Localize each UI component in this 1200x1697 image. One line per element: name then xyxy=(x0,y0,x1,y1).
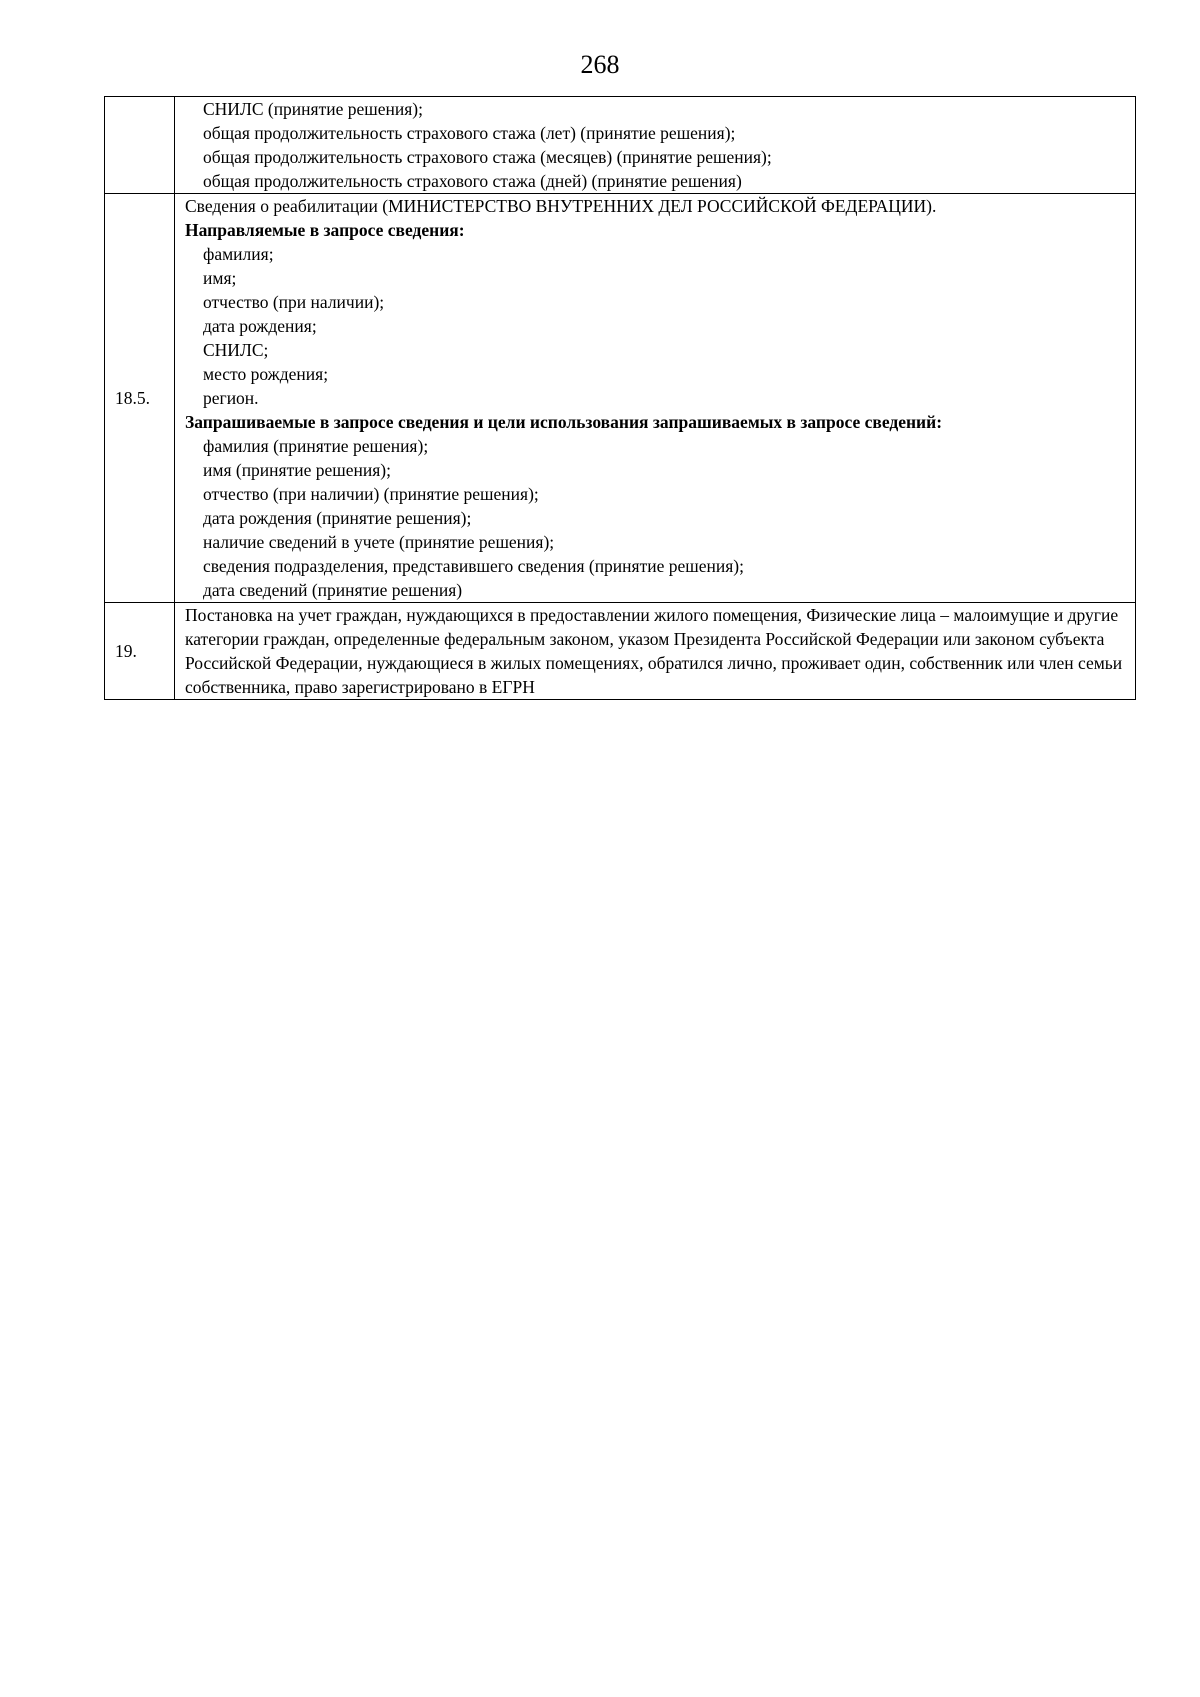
section-heading-requested: Запрашиваемые в запросе сведения и цели использования запрашиваемых в запросе сведений: xyxy=(185,412,943,432)
data-table xyxy=(104,96,1136,700)
row-title: Сведения о реабилитации (МИНИСТЕРСТВО ВНУТРЕННИХ ДЕЛ РОССИЙСКОЙ ФЕДЕРАЦИИ). xyxy=(185,196,937,216)
list-item: имя (принятие решения); xyxy=(203,460,391,480)
list-item: отчество (при наличии); xyxy=(203,292,385,312)
list-item: СНИЛС; xyxy=(203,340,269,360)
list-item: регион. xyxy=(203,388,259,408)
list-item: общая продолжительность страхового стажа (лет) (принятие решения); xyxy=(203,123,736,143)
list-item: СНИЛС (принятие решения); xyxy=(203,99,423,119)
list-item: общая продолжительность страхового стажа (месяцев) (принятие решения); xyxy=(203,147,772,167)
row-content-cell xyxy=(175,194,1136,603)
list-item: дата рождения; xyxy=(203,316,317,336)
list-item: общая продолжительность страхового стажа (дней) (принятие решения) xyxy=(203,171,742,191)
list-item: фамилия; xyxy=(203,244,274,264)
row-description: Постановка на учет граждан, нуждающихся в предоставлении жилого помещения, Физические лица – малоимущие и другие категории граждан, определенные федеральным законом, указом Президента Российской Федерации или законом субъекта Российской Федерации, нуждающиеся в жилых помещениях, обратился лично, проживает один, собственник или член семьи собственника, право зарегистрировано в ЕГРН xyxy=(185,605,1123,697)
row-number-cell xyxy=(105,97,175,194)
row-content-cell xyxy=(175,603,1136,700)
row-number-cell: 18.5. xyxy=(105,194,175,603)
list-item: отчество (при наличии) (принятие решения); xyxy=(203,484,539,504)
list-item: фамилия (принятие решения); xyxy=(203,436,429,456)
table-row xyxy=(105,603,1136,700)
list-item: место рождения; xyxy=(203,364,329,384)
list-item: дата рождения (принятие решения); xyxy=(203,508,472,528)
list-item: сведения подразделения, представившего сведения (принятие решения); xyxy=(203,556,744,576)
row-content-cell xyxy=(175,97,1136,194)
list-item: дата сведений (принятие решения) xyxy=(203,580,463,600)
page-number: 268 xyxy=(580,50,620,79)
table-row xyxy=(105,194,1136,603)
list-item: наличие сведений в учете (принятие решения); xyxy=(203,532,555,552)
table-row xyxy=(105,97,1136,194)
list-item: имя; xyxy=(203,268,237,288)
section-heading-sent: Направляемые в запросе сведения: xyxy=(185,220,465,240)
row-number-cell: 19. xyxy=(105,603,175,700)
